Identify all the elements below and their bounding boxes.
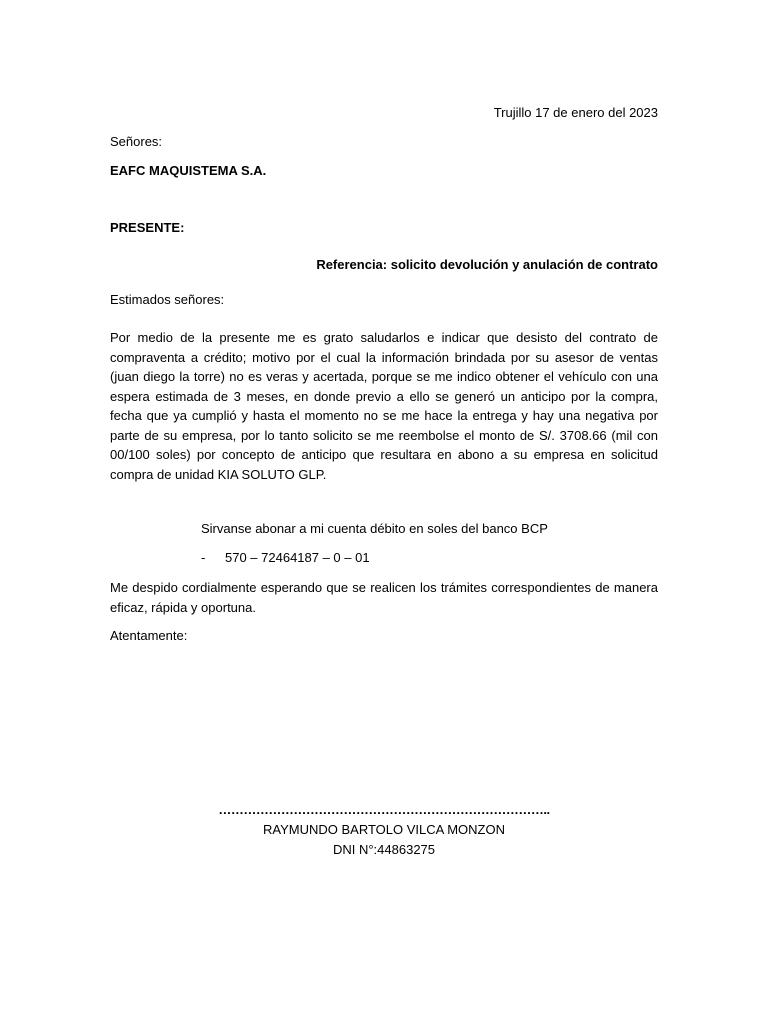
account-number-line xyxy=(201,550,370,566)
signer-id: DNI N°:44863275 xyxy=(332,842,436,857)
closing-paragraph: Me despido cordialmente esperando que se realicen los trámites correspondientes de manera eficaz, rápida y oportuna. xyxy=(110,580,658,615)
bank-instruction: Sirvanse abonar a mi cuenta débito en soles del banco BCP xyxy=(201,521,548,536)
company-name: EAFC MAQUISTEMA S.A. xyxy=(110,163,267,178)
sign-off: Atentamente: xyxy=(110,628,188,643)
presente-heading: PRESENTE: xyxy=(110,220,185,235)
signer-name: RAYMUNDO BARTOLO VILCA MONZON xyxy=(263,822,505,837)
account-number: 570 – 72464187 – 0 – 01 xyxy=(225,550,370,565)
signature-line: …………………………………………………………………….. xyxy=(218,802,550,817)
signature-block xyxy=(200,800,568,860)
letter-date: Trujillo 17 de enero del 2023 xyxy=(493,105,658,120)
salutation: Señores: xyxy=(110,134,163,149)
letter-body: Por medio de la presente me es grato saludarlos e indicar que desisto del contrato de compraventa a crédito; motivo por el cual la información brindada por su asesor de ventas (juan diego la torre) no es veras y acertada, porque se me indico obtener el vehículo con una espera estimada de 3 meses, en donde previo a ello se generó un anticipo por la compra, fecha que ya cumplió y hasta el momento no se me hace la entrega y hay una negativa por parte de su empresa, por lo tanto solicito se me reembolse el monto de S/. 3708.66 (mil con 00/100 soles) por concepto de anticipo que resultara en abono a su empresa en solicitud compra de unidad KIA SOLUTO GLP. xyxy=(110,330,658,482)
reference-line: Referencia: solicito devolución y anulación de contrato xyxy=(316,257,658,272)
greeting: Estimados señores: xyxy=(110,292,225,307)
bullet-dash: - xyxy=(201,550,206,565)
